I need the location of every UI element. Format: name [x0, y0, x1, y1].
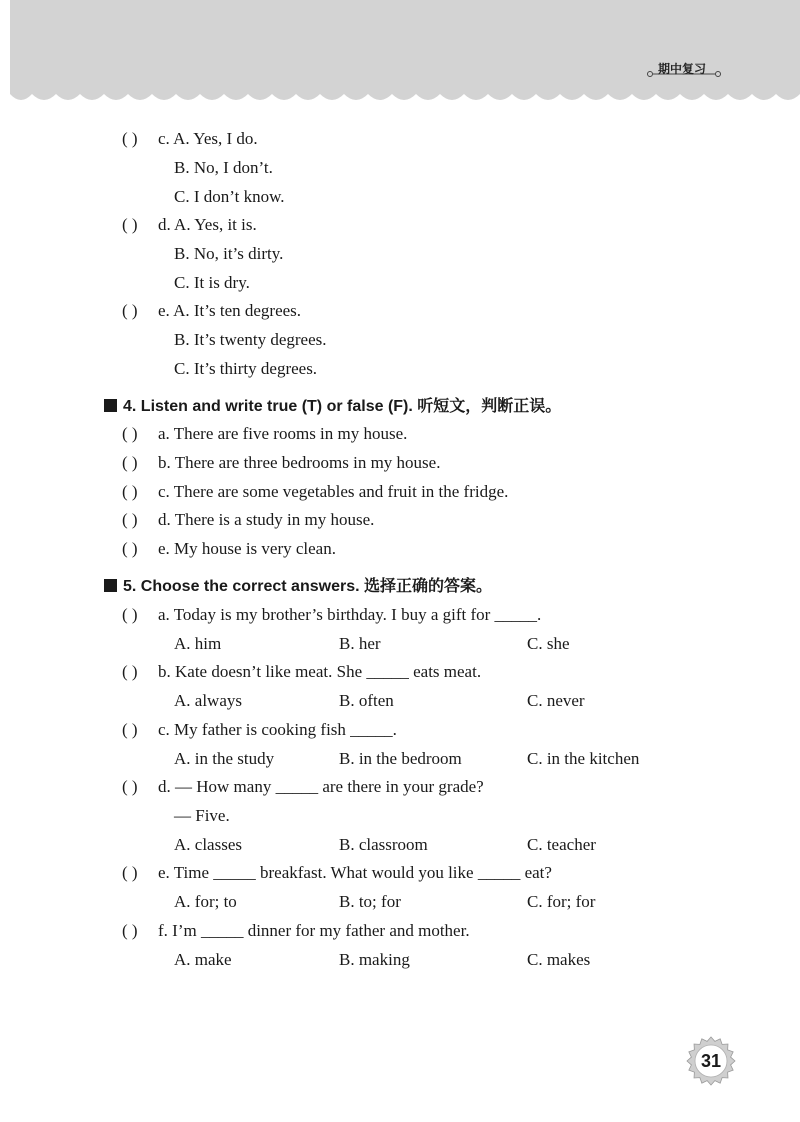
choice-a: A. for; to — [174, 892, 237, 911]
answer-blank[interactable]: ( ) — [122, 777, 138, 796]
section-heading-part4 — [104, 396, 561, 417]
choice-a: A. make — [174, 950, 232, 969]
question-stem: c. My father is cooking fish _____. — [158, 720, 397, 739]
answer-blank[interactable]: ( ) — [122, 424, 138, 443]
answer-blank[interactable]: ( ) — [122, 921, 138, 940]
answer-blank[interactable]: ( ) — [122, 510, 138, 529]
choice-c: C. for; for — [527, 892, 596, 911]
heading-cn: 听短文，判断正误。 — [417, 396, 562, 415]
question-stem: e. A. It’s ten degrees. — [158, 301, 302, 320]
question-stem: a. Today is my brother’s birthday. I buy a gift for _____. — [158, 605, 542, 624]
question-stem: f. I’m _____ dinner for my father and mother. — [158, 921, 470, 940]
heading-en: 5. Choose the correct answers. — [123, 578, 360, 595]
answer-blank[interactable]: ( ) — [122, 215, 138, 234]
question-stem: d. A. Yes, it is. — [158, 215, 257, 234]
answer-blank[interactable]: ( ) — [122, 605, 138, 624]
answer-option: B. It’s twenty degrees. — [174, 330, 327, 349]
answer-blank[interactable]: ( ) — [122, 482, 138, 501]
choice-b: B. to; for — [339, 892, 401, 911]
choice-c: C. teacher — [527, 835, 596, 854]
question-stem: c. A. Yes, I do. — [158, 129, 258, 148]
choice-c: C. makes — [527, 950, 591, 969]
heading-en: 4. Listen and write true (T) or false (F). — [123, 398, 413, 415]
answer-blank[interactable]: ( ) — [122, 539, 138, 558]
answer-blank[interactable]: ( ) — [122, 301, 138, 320]
answer-option: B. No, it’s dirty. — [174, 244, 284, 263]
choice-a: A. in the study — [174, 749, 275, 768]
choice-b: B. classroom — [339, 835, 428, 854]
header-banner — [10, 0, 800, 112]
answer-option: C. I don’t know. — [174, 187, 285, 206]
question-stem: d. — How many _____ are there in your grade? — [158, 777, 484, 796]
section-tag: 期中复习 — [658, 62, 707, 76]
choice-a: A. him — [174, 634, 222, 653]
answer-blank[interactable]: ( ) — [122, 863, 138, 882]
statement-text: d. There is a study in my house. — [158, 510, 375, 529]
question-stem: e. Time _____ breakfast. What would you like _____ eat? — [158, 863, 552, 882]
answer-option: C. It is dry. — [174, 273, 250, 292]
answer-blank[interactable]: ( ) — [122, 453, 138, 472]
dialogue-reply: — Five. — [174, 806, 230, 825]
choice-b: B. in the bedroom — [339, 749, 462, 768]
choice-b: B. making — [339, 950, 410, 969]
choice-c: C. never — [527, 691, 585, 710]
choice-a: A. always — [174, 691, 242, 710]
statement-text: b. There are three bedrooms in my house. — [158, 453, 441, 472]
section-heading-part5 — [104, 576, 492, 597]
choice-b: B. her — [339, 634, 381, 653]
answer-option: C. It’s thirty degrees. — [174, 359, 318, 378]
square-bullet-icon — [104, 579, 117, 592]
square-bullet-icon — [104, 399, 117, 412]
statement-text: c. There are some vegetables and fruit in the fridge. — [158, 482, 509, 501]
choice-c: C. she — [527, 634, 570, 653]
statement-text: a. There are five rooms in my house. — [158, 424, 408, 443]
heading-cn: 选择正确的答案。 — [363, 576, 492, 595]
page-number: 31 — [700, 1051, 722, 1071]
statement-text: e. My house is very clean. — [158, 539, 336, 558]
choice-a: A. classes — [174, 835, 242, 854]
answer-blank[interactable]: ( ) — [122, 720, 138, 739]
choice-c: C. in the kitchen — [527, 749, 640, 768]
choice-b: B. often — [339, 691, 394, 710]
answer-blank[interactable]: ( ) — [122, 129, 138, 148]
question-stem: b. Kate doesn’t like meat. She _____ eats meat. — [158, 662, 482, 681]
page-number-badge — [686, 1036, 736, 1086]
answer-blank[interactable]: ( ) — [122, 662, 138, 681]
answer-option: B. No, I don’t. — [174, 158, 273, 177]
